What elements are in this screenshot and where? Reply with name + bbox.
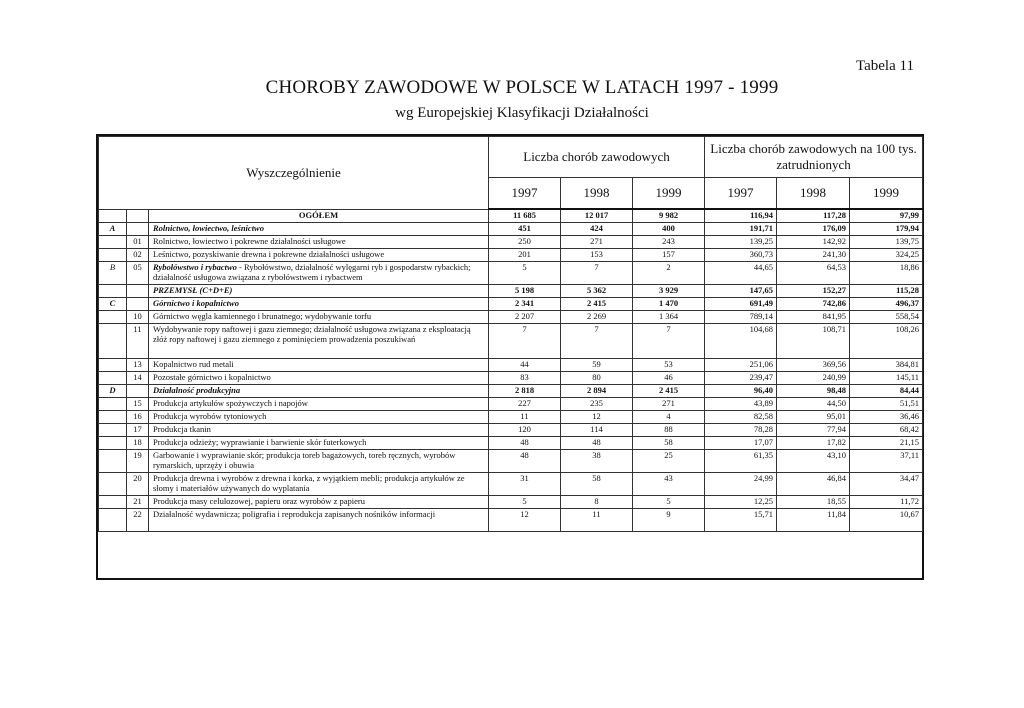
cell-count: 58	[633, 437, 705, 450]
cell-count: 9	[633, 509, 705, 532]
cell-rate: 691,49	[705, 298, 777, 311]
cell-rate: 142,92	[777, 236, 850, 249]
cell-rate: 17,07	[705, 437, 777, 450]
cell-rate: 789,14	[705, 311, 777, 324]
section-letter: D	[99, 385, 127, 398]
header-count: Liczba chorób zawodowych	[489, 137, 705, 178]
cell-rate: 82,58	[705, 411, 777, 424]
row-description: Wydobywanie ropy naftowej i gazu ziemnego; działalność usługowa związana z eksploatacją złóż ropy naftowej i gazu ziemnego z pominięciem prowadzenia poszukiwań	[149, 324, 489, 359]
cell-count: 12	[561, 411, 633, 424]
section-letter	[99, 496, 127, 509]
cell-rate: 34,47	[850, 473, 923, 496]
table-row	[99, 262, 923, 285]
row-description-rest: - Rybołówstwo, działalność wylęgarni ryb i gospodarstw rybackich; działalność usługowa związana z rybołówstwem i rybactwem	[153, 262, 471, 282]
section-letter: A	[99, 223, 127, 236]
cell-count: 43	[633, 473, 705, 496]
cell-rate: 145,11	[850, 372, 923, 385]
cell-count: 83	[489, 372, 561, 385]
header-year: 1997	[489, 178, 561, 210]
cell-rate: 68,42	[850, 424, 923, 437]
cell-rate: 37,11	[850, 450, 923, 473]
division-code: 13	[127, 359, 149, 372]
section-letter	[99, 450, 127, 473]
cell-rate: 78,28	[705, 424, 777, 437]
section-letter	[99, 437, 127, 450]
row-description: Produkcja wyrobów tytoniowych	[149, 411, 489, 424]
cell-count: 5	[489, 496, 561, 509]
cell-count: 120	[489, 424, 561, 437]
table-row	[99, 285, 923, 298]
row-description: Produkcja artykułów spożywczych i napojów	[149, 398, 489, 411]
table-row	[99, 209, 923, 223]
row-description: Produkcja odzieży; wyprawianie i barwienie skór futerkowych	[149, 437, 489, 450]
division-code: 05	[127, 262, 149, 285]
row-description-bold: Rybołówstwo i rybactwo	[153, 262, 237, 272]
row-description: PRZEMYSŁ (C+D+E)	[149, 285, 489, 298]
cell-count: 235	[561, 398, 633, 411]
division-code: 16	[127, 411, 149, 424]
header-year: 1998	[561, 178, 633, 210]
row-description: Produkcja drewna i wyrobów z drewna i korka, z wyjątkiem mebli; produkcja artykułów ze słomy i materiałów używanych do wyplatania	[149, 473, 489, 496]
cell-rate: 384,81	[850, 359, 923, 372]
cell-rate: 12,25	[705, 496, 777, 509]
cell-rate: 11,72	[850, 496, 923, 509]
table-row	[99, 324, 923, 359]
division-code: 17	[127, 424, 149, 437]
cell-count: 2 207	[489, 311, 561, 324]
cell-count: 250	[489, 236, 561, 249]
cell-rate: 117,28	[777, 209, 850, 223]
cell-count: 243	[633, 236, 705, 249]
table-number: Tabela 11	[856, 58, 914, 74]
cell-rate: 64,53	[777, 262, 850, 285]
cell-count: 59	[561, 359, 633, 372]
cell-rate: 36,46	[850, 411, 923, 424]
cell-rate: 558,54	[850, 311, 923, 324]
cell-count: 9 982	[633, 209, 705, 223]
division-code	[127, 223, 149, 236]
cell-count: 424	[561, 223, 633, 236]
section-letter	[99, 236, 127, 249]
cell-rate: 17,82	[777, 437, 850, 450]
division-code: 14	[127, 372, 149, 385]
cell-count: 2 341	[489, 298, 561, 311]
row-description: Produkcja masy celulozowej, papieru oraz wyrobów z papieru	[149, 496, 489, 509]
row-description: Górnictwo węgla kamiennego i brunatnego; wydobywanie torfu	[149, 311, 489, 324]
table-row	[99, 311, 923, 324]
cell-count: 7	[633, 324, 705, 359]
cell-rate: 152,27	[777, 285, 850, 298]
cell-rate: 240,99	[777, 372, 850, 385]
cell-count: 53	[633, 359, 705, 372]
cell-rate: 43,10	[777, 450, 850, 473]
cell-count: 46	[633, 372, 705, 385]
section-letter	[99, 324, 127, 359]
cell-rate: 179,94	[850, 223, 923, 236]
cell-count: 48	[561, 437, 633, 450]
table-row	[99, 411, 923, 424]
header-rate: Liczba chorób zawodowych na 100 tys. zatrudnionych	[705, 137, 923, 178]
cell-rate: 239,47	[705, 372, 777, 385]
section-letter	[99, 359, 127, 372]
cell-count: 11	[489, 411, 561, 424]
cell-count: 4	[633, 411, 705, 424]
title-block	[0, 77, 1024, 122]
cell-count: 5	[633, 496, 705, 509]
cell-rate: 841,95	[777, 311, 850, 324]
cell-count: 5	[489, 262, 561, 285]
division-code: 22	[127, 509, 149, 532]
cell-count: 38	[561, 450, 633, 473]
division-code: 20	[127, 473, 149, 496]
cell-rate: 147,65	[705, 285, 777, 298]
cell-count: 11 685	[489, 209, 561, 223]
cell-count: 25	[633, 450, 705, 473]
header-year: 1999	[850, 178, 923, 210]
section-letter	[99, 509, 127, 532]
cell-rate: 84,44	[850, 385, 923, 398]
cell-rate: 176,09	[777, 223, 850, 236]
cell-count: 48	[489, 450, 561, 473]
cell-rate: 496,37	[850, 298, 923, 311]
row-description: Produkcja tkanin	[149, 424, 489, 437]
division-code: 19	[127, 450, 149, 473]
row-description: OGÓŁEM	[149, 209, 489, 223]
cell-rate: 324,25	[850, 249, 923, 262]
cell-count: 88	[633, 424, 705, 437]
table-row	[99, 437, 923, 450]
cell-rate: 21,15	[850, 437, 923, 450]
cell-count: 11	[561, 509, 633, 532]
cell-rate: 95,01	[777, 411, 850, 424]
cell-count: 7	[489, 324, 561, 359]
cell-rate: 61,35	[705, 450, 777, 473]
cell-rate: 116,94	[705, 209, 777, 223]
cell-count: 8	[561, 496, 633, 509]
section-letter	[99, 249, 127, 262]
table-row	[99, 223, 923, 236]
cell-count: 12	[489, 509, 561, 532]
section-letter: B	[99, 262, 127, 285]
cell-count: 2 415	[561, 298, 633, 311]
cell-count: 7	[561, 262, 633, 285]
row-description: Kopalnictwo rud metali	[149, 359, 489, 372]
header-year: 1999	[633, 178, 705, 210]
division-code: 02	[127, 249, 149, 262]
section-letter	[99, 424, 127, 437]
cell-rate: 18,55	[777, 496, 850, 509]
table-row	[99, 236, 923, 249]
table-row	[99, 450, 923, 473]
header-year: 1997	[705, 178, 777, 210]
cell-count: 80	[561, 372, 633, 385]
cell-count: 227	[489, 398, 561, 411]
cell-count: 5 198	[489, 285, 561, 298]
cell-count: 201	[489, 249, 561, 262]
cell-count: 2 415	[633, 385, 705, 398]
cell-rate: 241,30	[777, 249, 850, 262]
row-description: Górnictwo i kopalnictwo	[149, 298, 489, 311]
division-code: 21	[127, 496, 149, 509]
cell-count: 1 470	[633, 298, 705, 311]
cell-count: 2 894	[561, 385, 633, 398]
division-code	[127, 385, 149, 398]
section-letter	[99, 372, 127, 385]
division-code	[127, 298, 149, 311]
cell-rate: 115,28	[850, 285, 923, 298]
page-subtitle: wg Europejskiej Klasyfikacji Działalności	[395, 105, 649, 121]
cell-rate: 98,48	[777, 385, 850, 398]
section-letter	[99, 285, 127, 298]
cell-rate: 77,94	[777, 424, 850, 437]
table-row	[99, 249, 923, 262]
cell-rate: 15,71	[705, 509, 777, 532]
table-row	[99, 424, 923, 437]
table-row	[99, 298, 923, 311]
row-description: Rolnictwo, łowiectwo, leśnictwo	[149, 223, 489, 236]
cell-rate: 97,99	[850, 209, 923, 223]
cell-count: 3 929	[633, 285, 705, 298]
cell-count: 1 364	[633, 311, 705, 324]
cell-count: 271	[633, 398, 705, 411]
cell-count: 2 269	[561, 311, 633, 324]
row-description: Pozostałe górnictwo i kopalnictwo	[149, 372, 489, 385]
cell-count: 48	[489, 437, 561, 450]
cell-rate: 96,40	[705, 385, 777, 398]
cell-count: 2 818	[489, 385, 561, 398]
cell-rate: 24,99	[705, 473, 777, 496]
cell-count: 157	[633, 249, 705, 262]
cell-rate: 139,25	[705, 236, 777, 249]
division-code: 15	[127, 398, 149, 411]
division-code: 01	[127, 236, 149, 249]
cell-rate: 43,89	[705, 398, 777, 411]
cell-rate: 44,50	[777, 398, 850, 411]
cell-count: 400	[633, 223, 705, 236]
cell-count: 451	[489, 223, 561, 236]
section-letter	[99, 209, 127, 223]
table-row	[99, 385, 923, 398]
cell-rate: 108,26	[850, 324, 923, 359]
cell-rate: 360,73	[705, 249, 777, 262]
division-code: 18	[127, 437, 149, 450]
table-row	[99, 509, 923, 532]
section-letter	[99, 398, 127, 411]
cell-rate: 108,71	[777, 324, 850, 359]
row-description: Działalność wydawnicza; poligrafia i reprodukcja zapisanych nośników informacji	[149, 509, 489, 532]
row-description: Leśnictwo, pozyskiwanie drewna i pokrewne działalności usługowe	[149, 249, 489, 262]
cell-count: 31	[489, 473, 561, 496]
cell-count: 114	[561, 424, 633, 437]
cell-rate: 11,84	[777, 509, 850, 532]
division-code: 11	[127, 324, 149, 359]
row-description: Działalność produkcyjna	[149, 385, 489, 398]
cell-rate: 369,56	[777, 359, 850, 372]
table-row	[99, 398, 923, 411]
division-code: 10	[127, 311, 149, 324]
section-letter	[99, 473, 127, 496]
division-code	[127, 209, 149, 223]
section-letter	[99, 411, 127, 424]
row-description: Rolnictwo, łowiectwo i pokrewne działalności usługowe	[149, 236, 489, 249]
cell-rate: 18,86	[850, 262, 923, 285]
row-description	[149, 262, 489, 285]
data-table	[98, 136, 923, 532]
section-letter	[99, 311, 127, 324]
cell-count: 7	[561, 324, 633, 359]
cell-count: 44	[489, 359, 561, 372]
cell-count: 271	[561, 236, 633, 249]
division-code	[127, 285, 149, 298]
header-description: Wyszczególnienie	[99, 137, 489, 210]
section-letter: C	[99, 298, 127, 311]
cell-rate: 51,51	[850, 398, 923, 411]
row-description: Garbowanie i wyprawianie skór; produkcja toreb bagażowych, toreb ręcznych, wyrobów rymarskich, uprzęży i obuwia	[149, 450, 489, 473]
table-row	[99, 496, 923, 509]
page-title: CHOROBY ZAWODOWE W POLSCE W LATACH 1997 - 1999	[265, 77, 779, 98]
cell-rate: 139,75	[850, 236, 923, 249]
table-row	[99, 372, 923, 385]
cell-rate: 191,71	[705, 223, 777, 236]
cell-rate: 104,68	[705, 324, 777, 359]
header-year: 1998	[777, 178, 850, 210]
cell-count: 153	[561, 249, 633, 262]
cell-count: 5 362	[561, 285, 633, 298]
cell-count: 12 017	[561, 209, 633, 223]
cell-rate: 46,84	[777, 473, 850, 496]
table-row	[99, 359, 923, 372]
cell-count: 58	[561, 473, 633, 496]
cell-count: 2	[633, 262, 705, 285]
cell-rate: 742,86	[777, 298, 850, 311]
cell-rate: 10,67	[850, 509, 923, 532]
cell-rate: 44,65	[705, 262, 777, 285]
table-row	[99, 473, 923, 496]
cell-rate: 251,06	[705, 359, 777, 372]
